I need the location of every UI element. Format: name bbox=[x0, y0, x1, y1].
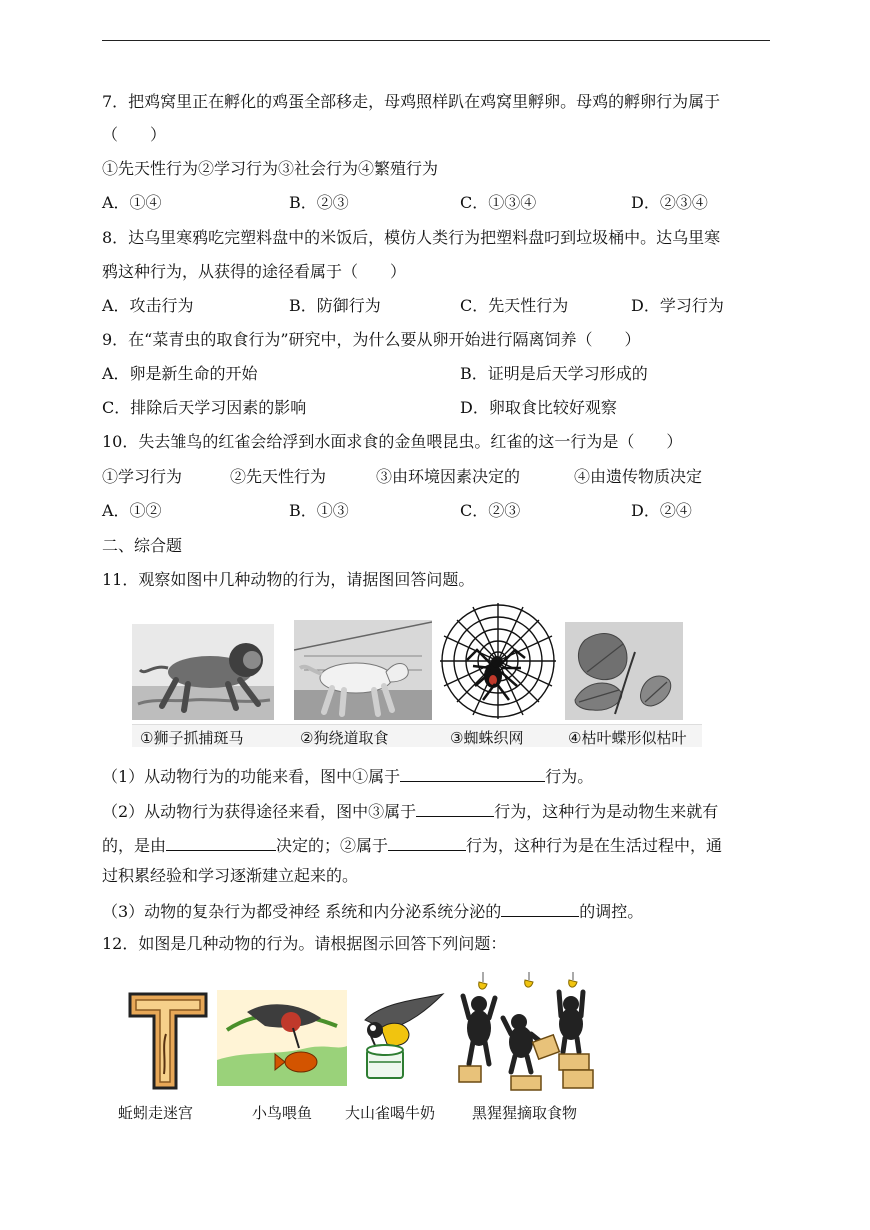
bird-feeding-fish-image bbox=[217, 990, 347, 1086]
q11-part2-line3: 过积累经验和学习逐渐建立起来的。 bbox=[102, 866, 359, 885]
q11-blank-1[interactable] bbox=[400, 765, 545, 782]
section-heading: 二、综合题 bbox=[102, 536, 183, 555]
q12-caption-2: 小鸟喂鱼 bbox=[252, 1104, 313, 1122]
leaf-butterfly-image bbox=[565, 622, 683, 720]
q7-paren: （ ） bbox=[102, 125, 167, 144]
q11-blank-2[interactable] bbox=[416, 800, 494, 817]
q7-option-b[interactable]: B．②③ bbox=[289, 193, 349, 212]
q10-item-4: ④由遗传物质决定 bbox=[574, 467, 703, 486]
q11-part2-text-d: 决定的；②属于 bbox=[276, 836, 389, 855]
q11-part2-text-a: （2）从动物行为获得途径来看，图中③属于 bbox=[102, 802, 417, 821]
header-rule bbox=[102, 40, 770, 41]
q11-blank-3[interactable] bbox=[166, 834, 276, 851]
q10-item-3: ③由环境因素决定的 bbox=[376, 467, 521, 486]
q11-caption-1: ①狮子抓捕斑马 bbox=[140, 729, 244, 747]
q12-stem: 12．如图是几种动物的行为。请根据图示回答下列问题： bbox=[102, 934, 507, 953]
q11-blank-5[interactable] bbox=[501, 900, 579, 917]
q8-option-c[interactable]: C．先天性行为 bbox=[460, 296, 569, 315]
q10-option-d[interactable]: D．②④ bbox=[631, 501, 692, 520]
q9-option-a[interactable]: A．卵是新生命的开始 bbox=[102, 364, 258, 383]
q7-items: ①先天性行为②学习行为③社会行为④繁殖行为 bbox=[102, 159, 439, 178]
q10-stem: 10．失去雏鸟的红雀会给浮到水面求食的金鱼喂昆虫。红雀的这一行为是（ ） bbox=[102, 432, 683, 451]
q11-stem: 11．观察如图中几种动物的行为，请据图回答问题。 bbox=[102, 570, 475, 589]
q11-blank-4[interactable] bbox=[388, 834, 466, 851]
q11-part1-text-b: 行为。 bbox=[545, 767, 594, 786]
q10-option-b[interactable]: B．①③ bbox=[289, 501, 349, 520]
q7-option-c[interactable]: C．①③④ bbox=[460, 193, 537, 212]
q11-part2-line1 bbox=[102, 800, 718, 822]
q7-stem: 7．把鸡窝里正在孵化的鸡蛋全部移走，母鸡照样趴在鸡窝里孵卵。母鸡的孵卵行为属于 bbox=[102, 92, 721, 111]
q9-option-c[interactable]: C．排除后天学习因素的影响 bbox=[102, 398, 307, 417]
q10-item-1: ①学习行为 bbox=[102, 467, 183, 486]
dog-image bbox=[294, 620, 432, 720]
q12-caption-1: 蚯蚓走迷宫 bbox=[118, 1104, 194, 1122]
q11-part2-line2 bbox=[102, 834, 722, 856]
q9-stem: 9．在“菜青虫的取食行为”研究中，为什么要从卵开始进行隔离饲养（ ） bbox=[102, 330, 641, 349]
q8-option-d[interactable]: D．学习行为 bbox=[631, 296, 724, 315]
spider-web-image bbox=[437, 600, 559, 722]
q8-option-b[interactable]: B．防御行为 bbox=[289, 296, 381, 315]
q11-part3-text-a: （3）动物的复杂行为都受神经 系统和内分泌系统分泌的 bbox=[102, 902, 502, 921]
q11-caption-2: ②狗绕道取食 bbox=[300, 729, 389, 747]
q11-part2-text-b: 行为，这种行为是动物生来就有 bbox=[494, 802, 719, 821]
q10-option-c[interactable]: C．②③ bbox=[460, 501, 521, 520]
q8-stem-line1: 8．达乌里寒鸦吃完塑料盘中的米饭后，模仿人类行为把塑料盘叼到垃圾桶中。达乌里寒 bbox=[102, 228, 721, 247]
chimpanzee-image bbox=[455, 972, 595, 1092]
q10-option-a[interactable]: A．①② bbox=[102, 501, 162, 520]
q11-caption-4: ④枯叶蝶形似枯叶 bbox=[568, 729, 687, 747]
q11-part1-text-a: （1）从动物行为的功能来看，图中①属于 bbox=[102, 767, 401, 786]
q11-caption-3: ③蜘蛛织网 bbox=[450, 729, 524, 747]
lion-image bbox=[132, 624, 274, 720]
t-maze-image bbox=[126, 990, 210, 1092]
q12-caption-3: 大山雀喝牛奶 bbox=[345, 1104, 436, 1122]
q7-option-a[interactable]: A．①④ bbox=[102, 193, 162, 212]
q11-part2-text-c: 的，是由 bbox=[102, 836, 167, 855]
tit-drinking-milk-image bbox=[357, 990, 447, 1082]
q8-stem-line2: 鸦这种行为，从获得的途径看属于（ ） bbox=[102, 262, 407, 281]
q11-part3 bbox=[102, 900, 643, 922]
q7-option-d[interactable]: D．②③④ bbox=[631, 193, 708, 212]
q9-option-d[interactable]: D．卵取食比较好观察 bbox=[460, 398, 617, 417]
q12-caption-4: 黑猩猩摘取食物 bbox=[472, 1104, 578, 1122]
q9-option-b[interactable]: B．证明是后天学习形成的 bbox=[460, 364, 648, 383]
q11-part1 bbox=[102, 765, 593, 787]
q11-part3-text-b: 的调控。 bbox=[579, 902, 644, 921]
q11-part2-text-e: 行为，这种行为是在生活过程中，通 bbox=[466, 836, 723, 855]
q8-option-a[interactable]: A．攻击行为 bbox=[102, 296, 194, 315]
q10-item-2: ②先天性行为 bbox=[230, 467, 327, 486]
